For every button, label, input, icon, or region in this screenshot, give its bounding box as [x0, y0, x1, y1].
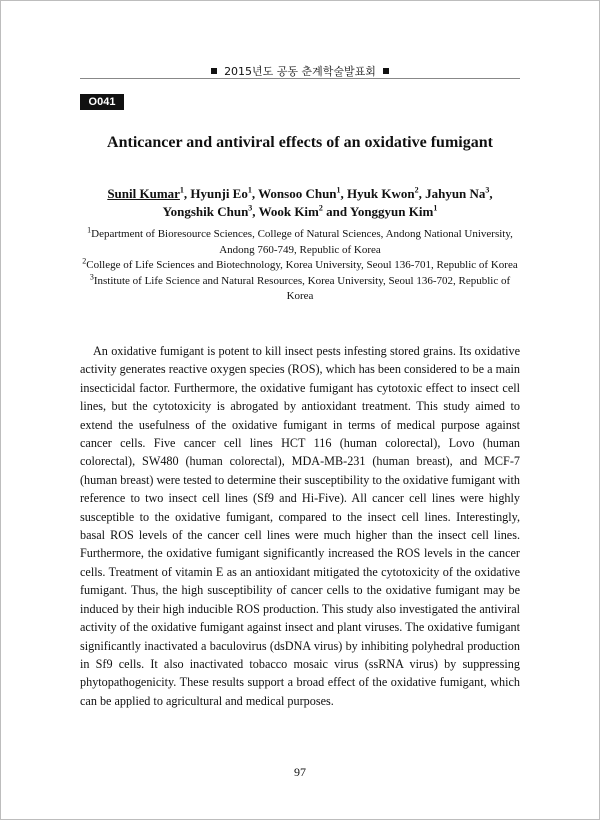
- author-separator: ,: [489, 186, 493, 201]
- author: [347, 186, 419, 201]
- author-affil-mark: 3: [485, 185, 490, 195]
- author-affil-mark: 3: [248, 203, 253, 213]
- author-separator: ,: [340, 186, 348, 201]
- author-separator: ,: [183, 186, 191, 201]
- header-rule: [80, 78, 520, 79]
- author-name: Hyunji Eo: [190, 186, 248, 201]
- author-name: Wook Kim: [258, 204, 319, 219]
- author-affil-mark: 1: [433, 203, 438, 213]
- paper-title: Anticancer and antiviral effects of an oxidative fumigant: [107, 134, 493, 151]
- author-affil-mark: 1: [247, 185, 252, 195]
- affiliation-text: Department of Bioresource Sciences, College of Natural Sciences, Andong National University, Andong 760-749, Republic of Korea: [91, 228, 513, 256]
- page-number: 97: [294, 765, 306, 779]
- conference-title: 2015년도 공동 춘계학술발표회: [224, 65, 376, 78]
- affiliation-mark: 3: [89, 271, 94, 281]
- author-separator: ,: [418, 186, 426, 201]
- affiliation-mark: 2: [82, 256, 87, 266]
- author: [163, 204, 253, 219]
- affiliation-text: Institute of Life Science and Natural Resources, Korea University, Seoul 136-702, Republic of Korea: [93, 274, 511, 302]
- paper-code-badge: O041: [80, 94, 124, 110]
- author-name: Wonsoo Chun: [258, 186, 337, 201]
- running-header: [80, 63, 520, 79]
- affiliation-mark: 1: [87, 225, 92, 235]
- abstract-body: An oxidative fumigant is potent to kill insect pests infesting stored grains. Its oxidative activity generates reactive oxygen species (ROS), which has been considered to be a main insecticidal factor. Furthermore, the oxidative fumigant has cytotoxic effect to insect cell lines, but the cytotoxicity is abrogated by antioxidant treatment. This study aimed to extend the usefulness of the oxidative fumigant in terms of medical purpose against cancer cells. Five cancer cell lines HCT 116 (human colorectal), Lovo (human colorectal), SW480 (human colorectal), MDA-MB-231 (human breast), and MCF-7 (human breast) were tested to determine their susceptibility to the oxidative fumigant with reference to two insect cell lines (Sf9 and Hi-Five). All cancer cell lines were highly susceptible to the oxidative fumigant, compared to the insect cell lines. Interestingly, basal ROS levels of the cancer cell lines were much higher than the insect cell lines. Furthermore, the oxidative fumigant significantly increased the ROS levels in the cancer cells. Treatment of vitamin E as an antioxidant mitigated the cytotoxicity of the oxidative fumigant. Thus, the high susceptibility of cancer cells to the oxidative fumigant may be induced by their high inducible ROS production. This study also investigated the antiviral activity of the oxidative fumigant against insect and plant viruses. The oxidative fumigant significantly inactivated a baculovirus (dsDNA virus) by inhibiting polyhedral production in Sf9 cells. It also inactivated tobacco mosaic virus (ssRNA virus) by suppressing phytopathogenicity. These results support a broad effect of the oxidative fumigant, which can be applied to agricultural and medical purposes.: [80, 344, 520, 708]
- affiliation: [80, 271, 520, 305]
- author: [258, 186, 340, 201]
- author-separator: ,: [252, 204, 259, 219]
- affiliation: [80, 227, 520, 258]
- author-separator: ,: [251, 186, 259, 201]
- author-affil-mark: 2: [318, 203, 323, 213]
- author-separator: and: [322, 204, 350, 219]
- affiliation-list: [80, 227, 520, 305]
- author: [259, 204, 323, 219]
- author-affil-mark: 1: [336, 185, 341, 195]
- square-bullet-icon: [383, 68, 389, 74]
- author: [425, 186, 489, 201]
- author-list: [80, 185, 520, 221]
- author: [190, 186, 251, 201]
- affiliation-text: College of Life Sciences and Biotechnology, Korea University, Seoul 136-701, Republic of Korea: [86, 259, 518, 271]
- author-name: Jahyun Na: [425, 186, 486, 201]
- author-affil-mark: 1: [179, 185, 184, 195]
- author-affil-mark: 2: [414, 185, 419, 195]
- author-name: Yongshik Chun: [162, 204, 249, 219]
- author-name: Yonggyun Kim: [349, 204, 434, 219]
- author: [107, 186, 184, 201]
- affiliation: [80, 258, 520, 274]
- author-name: Hyuk Kwon: [347, 186, 415, 201]
- square-bullet-icon: [211, 68, 217, 74]
- author-name: Sunil Kumar: [107, 186, 180, 201]
- author: [350, 204, 437, 219]
